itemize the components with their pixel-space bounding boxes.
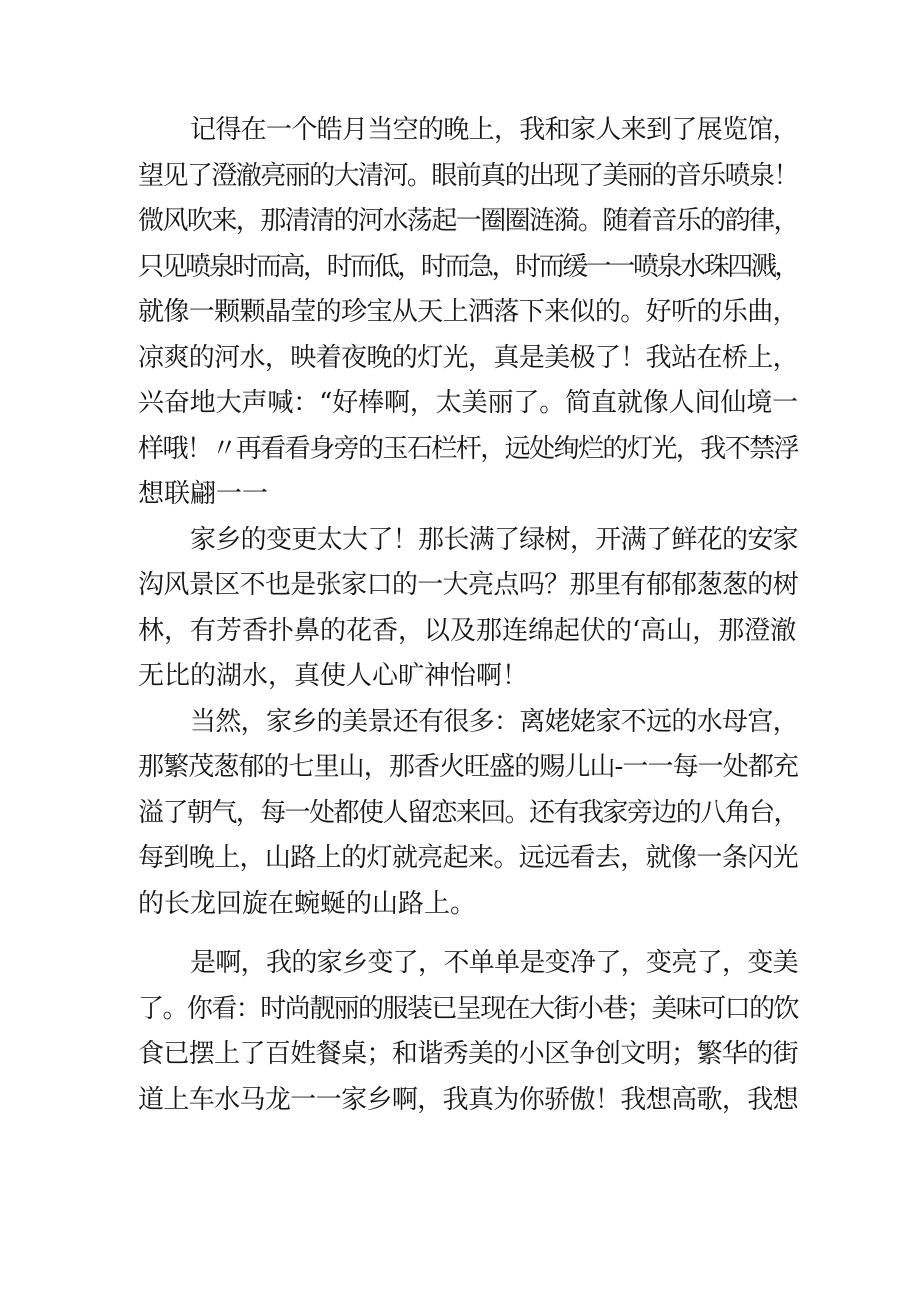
text-line: 兴奋地大声喊：“好棒啊，太美丽了。简直就像人间仙境一 xyxy=(138,388,798,418)
text-line: 道上车水马龙一一家乡啊，我真为你骄傲！我想高歌，我想 xyxy=(138,1084,798,1115)
text-line: 食已摆上了百姓餐桌；和谐秀美的小区争创文明；繁华的街 xyxy=(138,1039,798,1069)
text-line: 样哦！〃再看看身旁的玉石栏杆，远处绚烂的灯光，我不禁浮 xyxy=(138,433,798,464)
text-line: 家乡的变更太大了！那长满了绿树，开满了鲜花的安家 xyxy=(190,524,798,555)
text-line: 每到晚上，山路上的灯就亮起来。远远看去，就像一条闪光 xyxy=(138,843,798,873)
text-line: 只见喷泉时而高，时而低，时而急，时而缓一一喷泉水珠四溅， xyxy=(138,251,798,282)
text-line: 沟风景区不也是张家口的一大亮点吗？那里有郁郁葱葱的树 xyxy=(138,570,798,600)
text-line: 凉爽的河水，映着夜晚的灯光，真是美极了！我站在桥上， xyxy=(138,342,798,373)
paragraph-3 xyxy=(138,700,798,928)
text-line: 无比的湖水，真使人心旷神怡啊！ xyxy=(138,661,529,691)
text-line: 望见了澄澈亮丽的大清河。眼前真的出现了美丽的音乐喷泉！ xyxy=(138,160,798,191)
paragraph-4 xyxy=(138,941,798,1123)
text-line: 微风吹来，那清清的河水荡起一圈圈涟漪。随着音乐的韵律， xyxy=(138,206,798,236)
text-line: 是啊，我的家乡变了，不单单是变净了，变亮了，变美 xyxy=(190,948,798,978)
text-line: 想联翩一一 xyxy=(138,479,269,509)
text-line: 林，有芳香扑鼻的花香，以及那连绵起伏的‘高山，那澄澈 xyxy=(138,615,797,646)
text-line: 的长龙回旋在蜿蜒的山路上。 xyxy=(138,888,477,919)
paragraph-gap xyxy=(138,927,798,941)
text-line: 当然，家乡的美景还有很多：离姥姥家不远的水母宫， xyxy=(190,706,798,737)
paragraph-1 xyxy=(138,108,798,518)
text-line: 溢了朝气，每一处都使人留恋来回。还有我家旁边的八角台， xyxy=(138,797,798,828)
text-line: 就像一颗颗晶莹的珍宝从天上洒落下来似的。好听的乐曲， xyxy=(138,297,798,327)
paragraph-2 xyxy=(138,518,798,700)
text-line: 了。你看：时尚靓丽的服装已呈现在大街小巷；美味可口的饮 xyxy=(138,993,798,1024)
text-line: 记得在一个皓月当空的晚上，我和家人来到了展览馆， xyxy=(190,115,798,145)
article-body xyxy=(138,108,798,1123)
text-line: 那繁茂葱郁的七里山，那香火旺盛的赐儿山-一一每一处都充 xyxy=(138,752,798,782)
